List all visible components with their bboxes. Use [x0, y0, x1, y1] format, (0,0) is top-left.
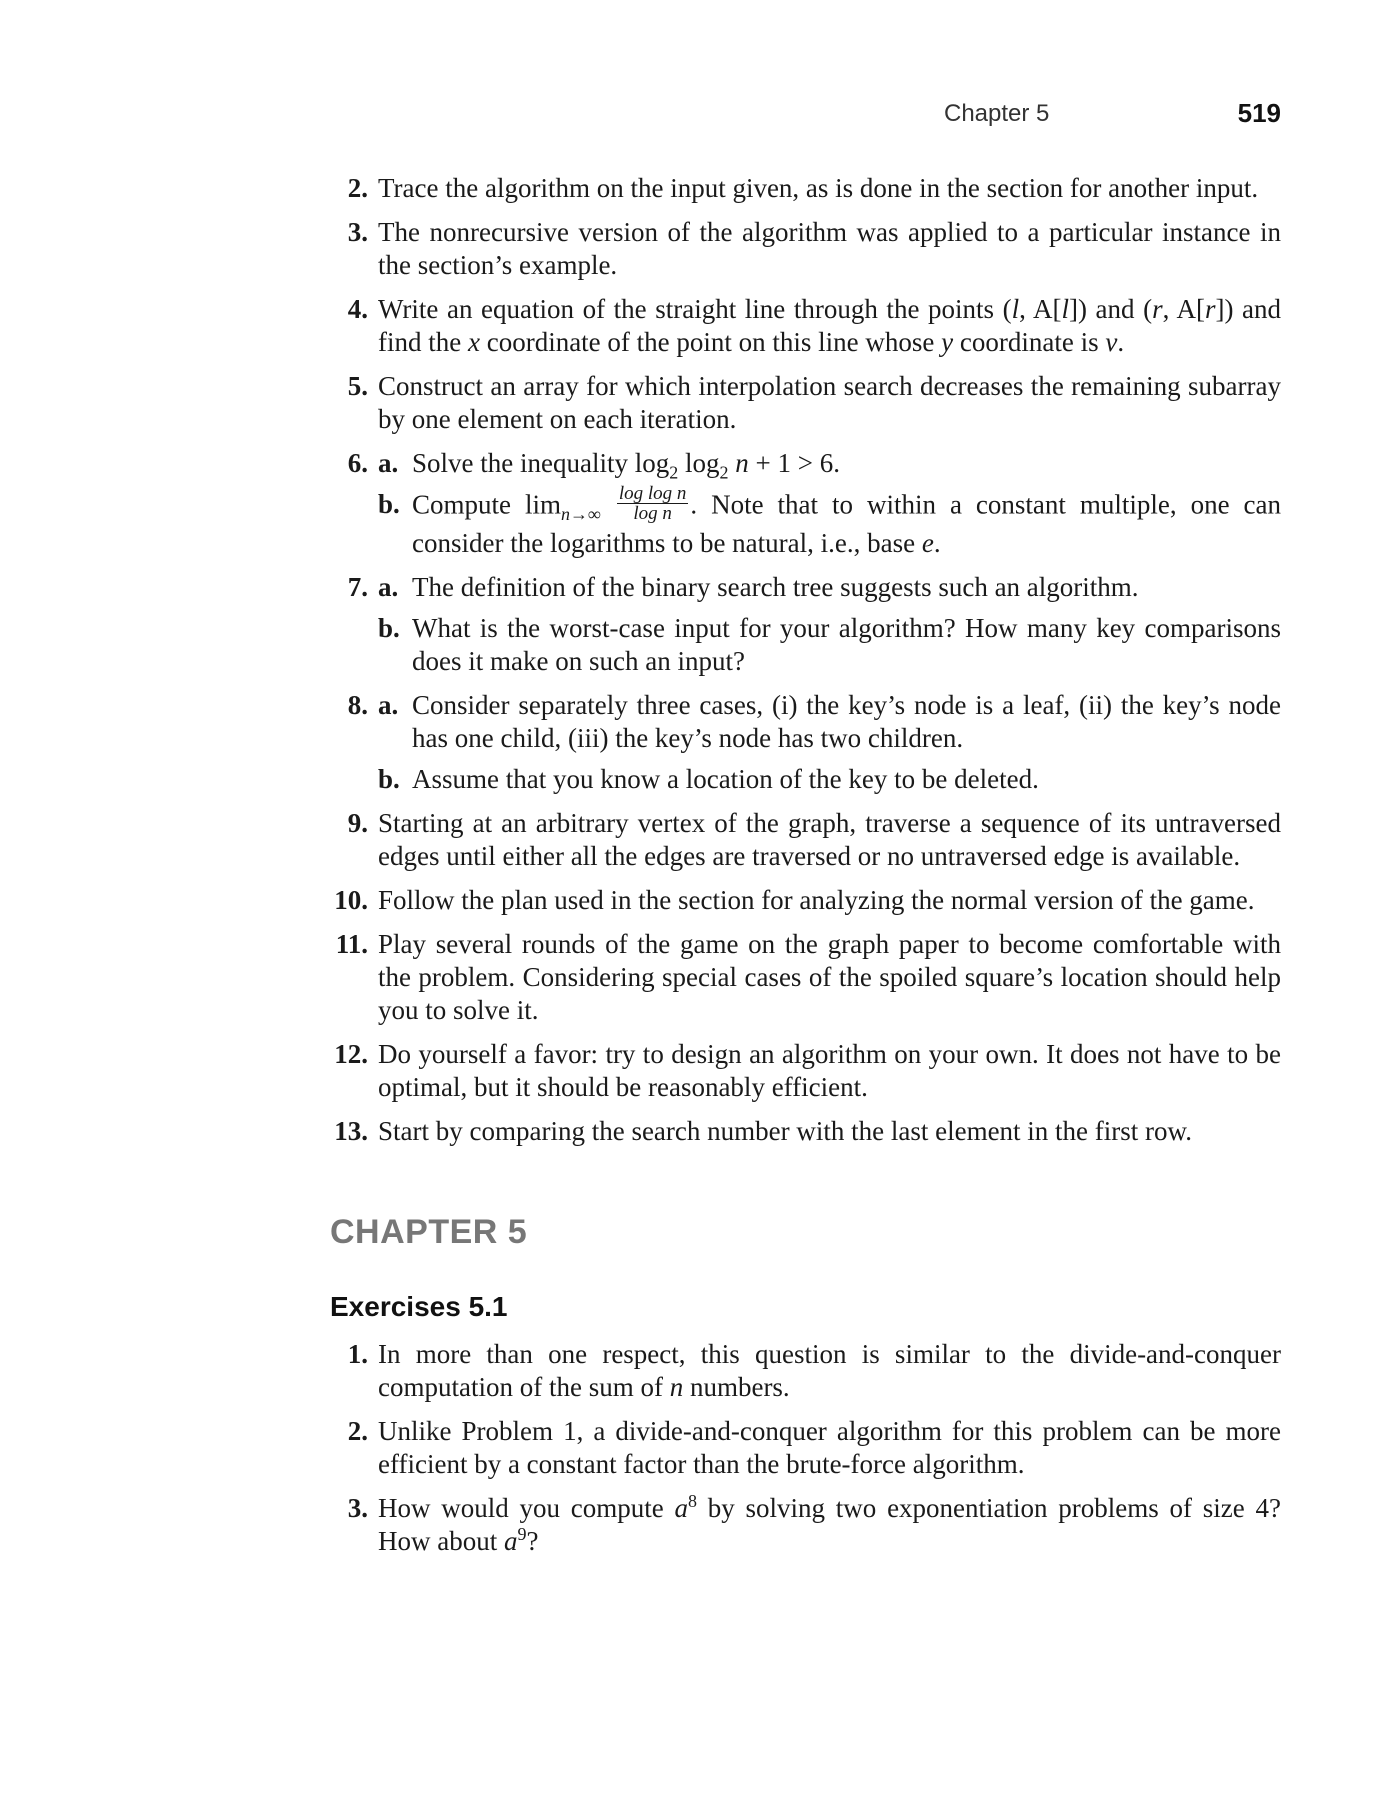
subpart-b [378, 763, 1281, 796]
hint-number: 6. [347, 448, 368, 478]
math-var: l [1061, 294, 1069, 324]
math-var: n [728, 448, 749, 478]
hint-item-6 [330, 447, 1288, 560]
superscript: 9 [517, 1524, 527, 1544]
hint-number: 12. [334, 1039, 368, 1069]
math-var: v [1105, 327, 1118, 357]
hint-text: Do yourself a favor: try to design an algorithm on your own. It does not have to be optimal, but it should be reasonably efficient. [378, 1039, 1288, 1102]
fraction-denominator: log n [633, 503, 672, 524]
hint-text-part: log [678, 448, 720, 478]
hint-text: Trace the algorithm on the input given, as is done in the section for another input. [378, 173, 1259, 203]
math-var: r [1204, 294, 1216, 324]
hint-text-part: ]) and ( [1068, 294, 1153, 324]
subpart-b [378, 483, 1288, 560]
hint-text-part: Compute lim [412, 489, 561, 520]
hint-text: Starting at an arbitrary vertex of the graph, traverse a sequence of its untraversed edges until either all the edges are traversed or no untraversed edge is available. [378, 808, 1288, 871]
math-var: x [467, 327, 480, 357]
subpart-letter: a. [378, 572, 399, 602]
subscript: 2 [719, 462, 729, 483]
math-var: n [669, 1372, 684, 1402]
hint-text: Consider separately three cases, (i) the key’s node is a leaf, (ii) the key’s node has one child, (iii) the key’s node has two children. [412, 690, 1288, 753]
hint-text: Unlike Problem 1, a divide-and-conquer algorithm for this problem can be more efficient by a constant factor than the brute-force algorithm. [378, 1416, 1288, 1479]
hint-item-4 [330, 293, 1288, 359]
hint-number: 2. [347, 173, 368, 203]
fraction-numerator: log log n [618, 483, 687, 504]
hint-text-part: ? [526, 1526, 539, 1556]
hint-text-part: In more than one respect, this question is similar to the divide-and-conquer computation of the sum of [378, 1339, 1288, 1402]
hint-text-part: coordinate of the point on this line whose [479, 327, 942, 357]
hint-item-12 [330, 1038, 1288, 1104]
subpart-a [378, 447, 1281, 483]
hint-text: What is the worst-case input for your algorithm? How many key comparisons does it make on such an input? [412, 613, 1288, 676]
hint-number: 5. [347, 371, 368, 401]
hint-text-part: How would you compute [378, 1493, 675, 1523]
hint-item-3 [330, 216, 1288, 282]
math-var: r [1152, 294, 1163, 324]
subpart-letter: b. [378, 489, 400, 519]
hint-text: Start by comparing the search number with the last element in the first row. [378, 1116, 1193, 1146]
hint-number: 7. [347, 572, 368, 602]
hint-text-part: numbers. [683, 1372, 790, 1402]
subpart-a [378, 689, 1288, 755]
hint-number: 3. [347, 217, 368, 247]
exercise-hint-1 [330, 1338, 1288, 1404]
hint-text-part: . Note that to within a constant multiple, one can consider the logarithms to be natural, i.e., base [412, 489, 1288, 558]
hint-text: The definition of the binary search tree suggests such an algorithm. [412, 572, 1139, 602]
hint-text: Construct an array for which interpolation search decreases the remaining subarray by one element on each iteration. [378, 371, 1288, 434]
section-heading: Exercises 5.1 [330, 1291, 508, 1322]
hint-number: 11. [335, 929, 368, 959]
hint-text: Assume that you know a location of the key to be deleted. [412, 764, 1039, 794]
hint-item-9 [330, 807, 1288, 873]
hint-text-part: . [933, 528, 941, 558]
math-var: a [674, 1493, 689, 1523]
math-var: l [1011, 294, 1020, 324]
superscript: 8 [688, 1491, 698, 1511]
math-var: y [941, 327, 954, 357]
hint-text: The nonrecursive version of the algorithm was applied to a particular instance in the section’s example. [378, 217, 1288, 280]
subpart-b [378, 612, 1288, 678]
hint-number: 3. [347, 1493, 368, 1523]
hint-number: 8. [347, 690, 368, 720]
hint-number: 1. [347, 1339, 368, 1369]
hint-item-10 [330, 884, 1281, 917]
math-var: a [503, 1526, 518, 1556]
exercise-hint-3 [330, 1491, 1288, 1558]
hint-item-8 [330, 689, 1288, 796]
hint-text: Play several rounds of the game on the graph paper to become comfortable with the problem. Considering special cases of the spoiled square’s location should help you to solve it. [378, 929, 1288, 1025]
hint-number: 2. [347, 1416, 368, 1446]
subpart-letter: b. [378, 613, 400, 643]
hint-number: 10. [334, 885, 368, 915]
subscript: n→∞ [560, 504, 601, 525]
hint-item-2 [330, 172, 1281, 205]
hint-item-7 [330, 571, 1288, 678]
hint-text-part: by solving two exponentiation problems of size 4? How about [378, 1493, 1288, 1556]
fraction [617, 484, 689, 523]
hint-text-part: coordinate is [953, 327, 1106, 357]
subscript: 2 [669, 462, 679, 483]
hint-text-part: , A[ [1019, 294, 1062, 324]
math-var: e [921, 528, 934, 558]
hint-text-part: , A[ [1162, 294, 1205, 324]
hint-number: 4. [347, 294, 368, 324]
hint-number: 13. [334, 1116, 368, 1146]
hint-text-part: + 1 > 6. [748, 448, 840, 478]
subpart-letter: a. [378, 448, 399, 478]
hint-item-5 [330, 370, 1288, 436]
hint-text: Follow the plan used in the section for analyzing the normal version of the game. [378, 885, 1255, 915]
page-header [0, 100, 1281, 134]
hint-text-part: ]) and find the [378, 294, 1288, 357]
subpart-a [378, 571, 1281, 604]
subpart-letter: a. [378, 690, 399, 720]
hint-item-11 [330, 928, 1288, 1027]
chapter-heading: CHAPTER 5 [330, 1213, 528, 1251]
running-head-chapter: Chapter 5 [944, 100, 1050, 127]
hint-text-part: Write an equation of the straight line through the points ( [378, 294, 1012, 324]
page-number: 519 [1237, 98, 1281, 128]
exercise-hint-2 [330, 1415, 1288, 1481]
hint-number: 9. [347, 808, 368, 838]
hint-item-13 [330, 1115, 1281, 1148]
page-content [330, 172, 1288, 1569]
hint-text-part: . [1117, 327, 1125, 357]
subpart-letter: b. [378, 764, 400, 794]
hint-text-part: Solve the inequality log [412, 448, 670, 478]
